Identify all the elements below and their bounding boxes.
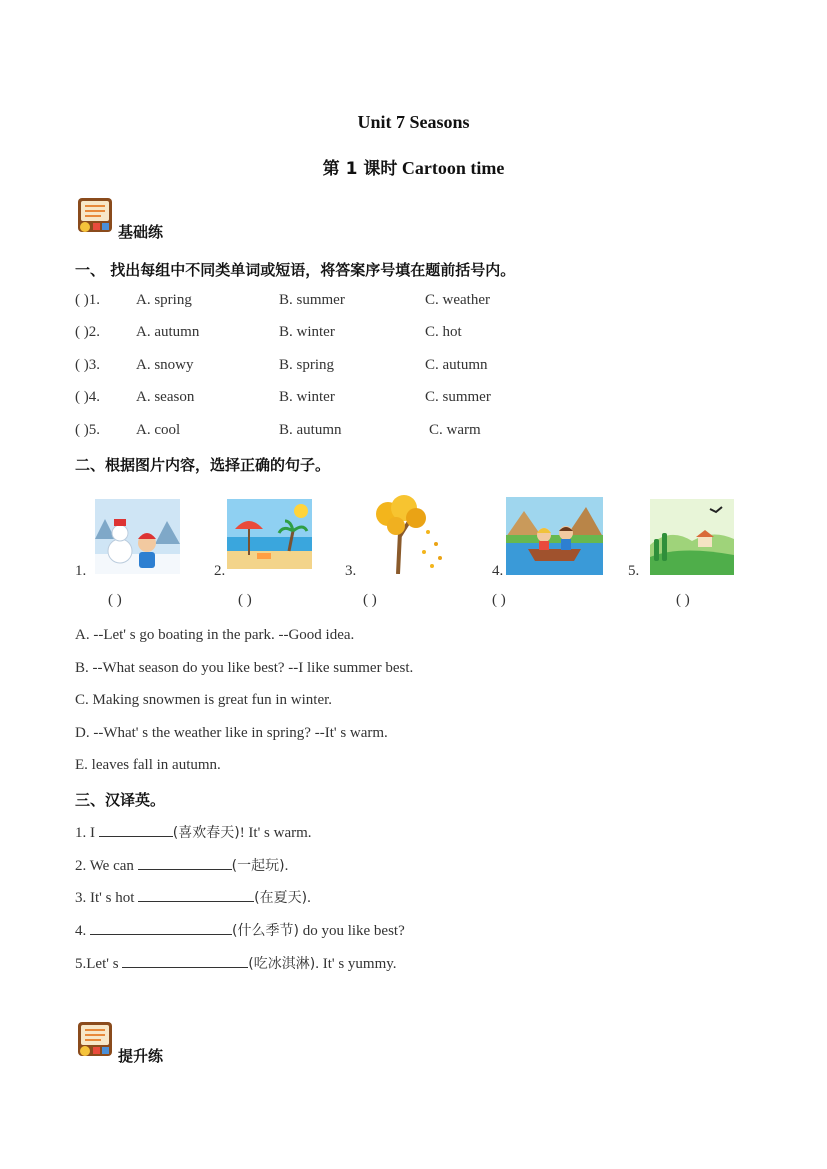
unit-title: Unit 7 Seasons xyxy=(357,112,470,132)
spring-landscape-picture xyxy=(650,499,734,575)
section-basic-label: 基础练 xyxy=(118,223,164,241)
exercise-badge-icon xyxy=(75,196,115,236)
picture-4-number: 4. xyxy=(492,563,504,579)
picture-1-number: 1. xyxy=(75,563,87,579)
question-1-option-a: A. spring xyxy=(136,292,192,308)
question-2-option-a: A. autumn xyxy=(136,324,200,340)
snowman-winter-picture xyxy=(95,499,180,574)
answer-blank-4[interactable] xyxy=(90,920,232,935)
option-b: B. --What season do you like best? --I like summer best. xyxy=(75,660,414,676)
question-4-option-c: C. summer xyxy=(425,389,491,405)
option-c: C. Making snowmen is great fun in winter. xyxy=(75,692,333,708)
option-a: A. --Let' s go boating in the park. --Good idea. xyxy=(75,627,355,643)
picture-2-bracket: ( ) xyxy=(238,592,252,608)
part2-heading: 二、根据图片内容，选择正确的句子。 xyxy=(75,456,331,474)
autumn-tree-picture xyxy=(358,492,448,574)
lesson-title: 第 1 课时 Cartoon time xyxy=(322,158,505,179)
part1-heading: 一、 找出每组中不同类单词或短语，将答案序号填在题前括号内。 xyxy=(75,261,516,279)
answer-blank-1[interactable] xyxy=(99,822,173,837)
question-5-option-a: A. cool xyxy=(136,422,181,438)
question-3-option-c: C. autumn xyxy=(425,357,488,373)
answer-blank-5[interactable] xyxy=(122,953,248,968)
picture-2-number: 2. xyxy=(214,563,226,579)
picture-1-bracket: ( ) xyxy=(108,592,122,608)
part3-heading: 三、汉译英。 xyxy=(75,791,166,809)
translation-item-3: 3. It' s hot (在夏天). xyxy=(75,887,311,907)
question-5-option-c: C. warm xyxy=(429,422,481,438)
question-1-option-c: C. weather xyxy=(425,292,490,308)
option-e: E. leaves fall in autumn. xyxy=(75,757,221,773)
question-2-option-b: B. winter xyxy=(279,324,335,340)
question-3-option-b: B. spring xyxy=(279,357,335,373)
question-1-number: ( )1. xyxy=(75,292,100,308)
beach-summer-picture xyxy=(227,499,312,569)
answer-blank-3[interactable] xyxy=(138,887,254,902)
picture-5-number: 5. xyxy=(628,563,640,579)
question-4-option-b: B. winter xyxy=(279,389,335,405)
translation-item-2: 2. We can (一起玩). xyxy=(75,855,288,875)
picture-3-number: 3. xyxy=(345,563,357,579)
question-4-number: ( )4. xyxy=(75,389,100,405)
question-1-option-b: B. summer xyxy=(279,292,345,308)
picture-4-bracket: ( ) xyxy=(492,592,506,608)
question-2-number: ( )2. xyxy=(75,324,100,340)
question-2-option-c: C. hot xyxy=(425,324,462,340)
question-4-option-a: A. season xyxy=(136,389,195,405)
question-3-number: ( )3. xyxy=(75,357,100,373)
translation-item-4: 4. (什么季节) do you like best? xyxy=(75,920,405,940)
section-advanced-label: 提升练 xyxy=(118,1047,164,1065)
question-5-number: ( )5. xyxy=(75,422,100,438)
boating-picture xyxy=(506,497,603,575)
question-3-option-a: A. snowy xyxy=(136,357,194,373)
option-d: D. --What' s the weather like in spring? --It' s warm. xyxy=(75,725,388,741)
answer-blank-2[interactable] xyxy=(138,855,232,870)
exercise-badge-icon xyxy=(75,1020,115,1060)
translation-item-5: 5.Let' s (吃冰淇淋). It' s yummy. xyxy=(75,953,397,973)
question-5-option-b: B. autumn xyxy=(279,422,342,438)
translation-item-1: 1. I (喜欢春天)! It' s warm. xyxy=(75,822,312,842)
picture-3-bracket: ( ) xyxy=(363,592,377,608)
picture-5-bracket: ( ) xyxy=(676,592,690,608)
